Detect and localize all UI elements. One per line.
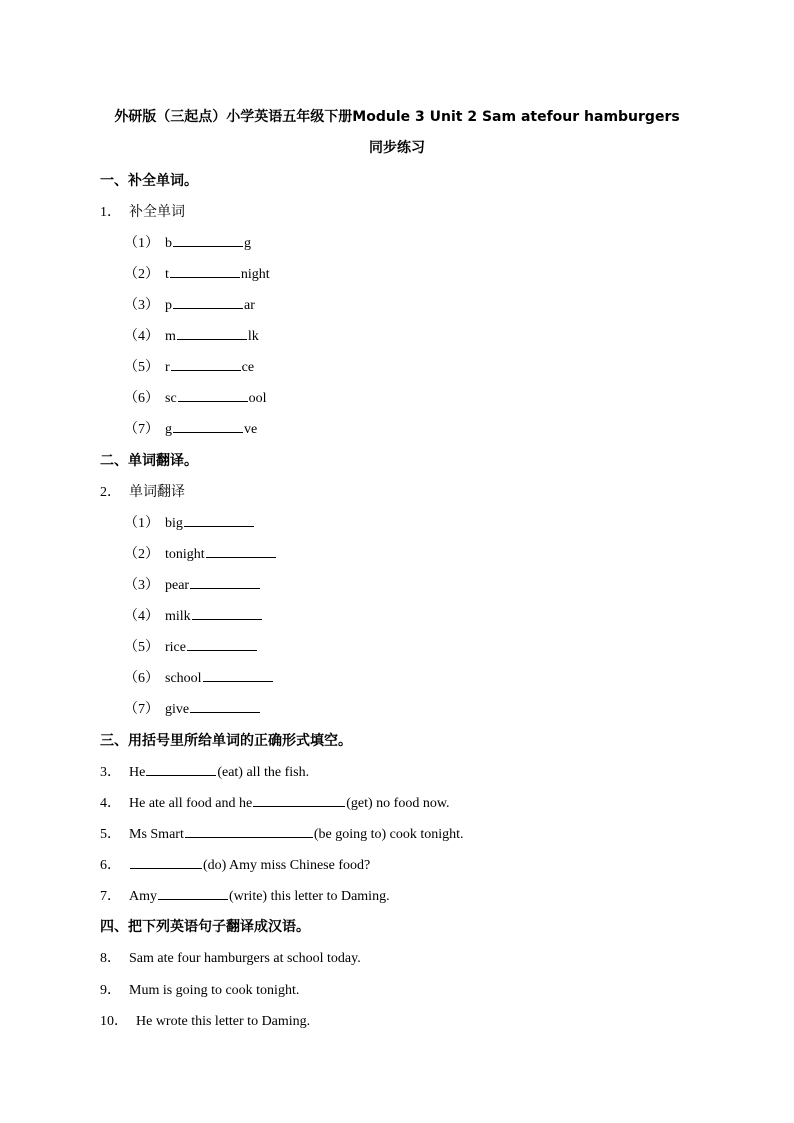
document-subtitle: 同步练习 bbox=[369, 140, 425, 156]
q1-item-3: （3） p ar bbox=[124, 294, 255, 314]
q2-item-6: （6） school bbox=[124, 667, 274, 687]
question-1 bbox=[100, 201, 185, 221]
q2-item-5: （5） rice bbox=[124, 636, 258, 656]
answer-blank[interactable] bbox=[187, 636, 257, 651]
answer-blank[interactable] bbox=[130, 854, 202, 869]
answer-blank[interactable] bbox=[178, 387, 248, 402]
question-2 bbox=[100, 481, 185, 501]
answer-blank[interactable] bbox=[190, 574, 260, 589]
question-number: 6． bbox=[100, 858, 121, 873]
question-number: 2． bbox=[100, 485, 121, 500]
question-number: 5． bbox=[100, 827, 121, 842]
answer-blank[interactable] bbox=[170, 263, 240, 278]
question-number: 1． bbox=[100, 205, 121, 220]
answer-blank[interactable] bbox=[146, 761, 216, 776]
section-heading-4: 四、把下列英语句子翻译成汉语。 bbox=[100, 919, 310, 935]
section-heading-3: 三、用括号里所给单词的正确形式填空。 bbox=[100, 733, 352, 749]
question-9 bbox=[100, 979, 299, 999]
question-sentence: Mum is going to cook tonight. bbox=[129, 983, 300, 998]
answer-blank[interactable] bbox=[185, 823, 313, 838]
question-sentence: He wrote this letter to Daming. bbox=[136, 1014, 311, 1029]
q2-item-2: （2） tonight bbox=[124, 543, 277, 563]
q1-item-7: （7） g ve bbox=[124, 418, 257, 438]
question-number: 7． bbox=[100, 889, 121, 904]
answer-blank[interactable] bbox=[173, 294, 243, 309]
question-number: 10． bbox=[100, 1014, 128, 1029]
question-6: 6． (do) Amy miss Chinese food? bbox=[100, 854, 370, 874]
question-number: 8． bbox=[100, 951, 121, 966]
answer-blank[interactable] bbox=[171, 356, 241, 371]
question-4: 4． He ate all food and he (get) no food now. bbox=[100, 792, 450, 812]
question-10 bbox=[100, 1010, 310, 1030]
q2-item-1: （1） big bbox=[124, 512, 255, 532]
section-heading-2: 二、单词翻译。 bbox=[100, 453, 198, 469]
question-title: 单词翻译 bbox=[129, 484, 185, 500]
document-title: 外研版（三起点）小学英语五年级下册Module 3 Unit 2 Sam atefour hamburgers bbox=[114, 109, 680, 125]
q2-item-3: （3） pear bbox=[124, 574, 261, 594]
answer-blank[interactable] bbox=[190, 698, 260, 713]
q1-item-5: （5） r ce bbox=[124, 356, 254, 376]
question-8 bbox=[100, 947, 361, 967]
q1-item-1: （1） b g bbox=[124, 232, 251, 252]
answer-blank[interactable] bbox=[173, 232, 243, 247]
answer-blank[interactable] bbox=[192, 605, 262, 620]
question-title: 补全单词 bbox=[129, 204, 185, 220]
q2-item-7: （7） give bbox=[124, 698, 261, 718]
q1-item-6: （6） sc ool bbox=[124, 387, 267, 407]
question-number: 9． bbox=[100, 983, 121, 998]
answer-blank[interactable] bbox=[177, 325, 247, 340]
question-7: 7． Amy (write) this letter to Daming. bbox=[100, 885, 390, 905]
answer-blank[interactable] bbox=[206, 543, 276, 558]
answer-blank[interactable] bbox=[158, 885, 228, 900]
answer-blank[interactable] bbox=[253, 792, 345, 807]
answer-blank[interactable] bbox=[173, 418, 243, 433]
question-5: 5． Ms Smart (be going to) cook tonight. bbox=[100, 823, 464, 843]
q1-item-4: （4） m lk bbox=[124, 325, 259, 345]
q2-item-4: （4） milk bbox=[124, 605, 263, 625]
section-heading-1: 一、补全单词。 bbox=[100, 173, 198, 189]
question-number: 3． bbox=[100, 765, 121, 780]
q1-item-2: （2） t night bbox=[124, 263, 270, 283]
answer-blank[interactable] bbox=[184, 512, 254, 527]
answer-blank[interactable] bbox=[203, 667, 273, 682]
question-sentence: Sam ate four hamburgers at school today. bbox=[129, 951, 361, 966]
question-number: 4． bbox=[100, 796, 121, 811]
question-3: 3． He (eat) all the fish. bbox=[100, 761, 309, 781]
